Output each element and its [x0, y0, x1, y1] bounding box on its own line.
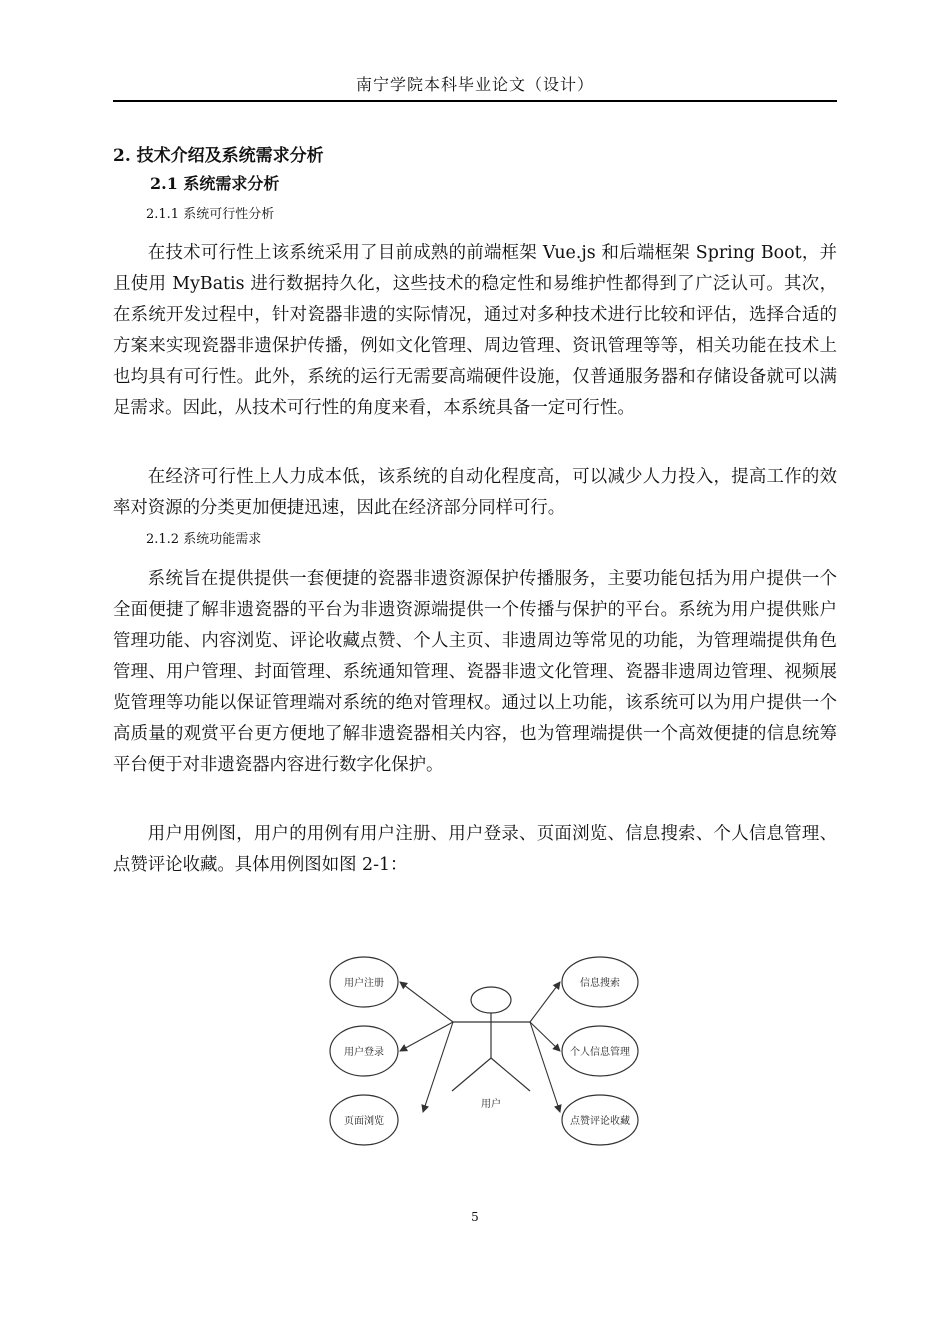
use-case-label: 用户登录 [344, 1047, 384, 1058]
use-case-label: 个人信息管理 [570, 1047, 630, 1058]
paragraph-use-case-intro: 用户用例图，用户的用例有用户注册、用户登录、页面浏览、信息搜索、个人信息管理、点赞评论收藏。具体用例图如图 2-1： [113, 824, 837, 875]
subsubsection-heading-requirements: 2.1.2 系统功能需求 [146, 532, 262, 547]
running-header: 南宁学院本科毕业论文（设计） [355, 75, 594, 94]
use-case-right-2 [562, 1095, 638, 1145]
actor-label: 用户 [481, 1099, 501, 1110]
section-heading: 2. 技术介绍及系统需求分析 [113, 146, 324, 166]
use-case-label: 信息搜索 [580, 978, 620, 989]
arrow-to-like-comment [530, 1022, 560, 1112]
actor-figure [452, 987, 530, 1091]
subsubsection-heading-feasibility: 2.1.1 系统可行性分析 [146, 207, 275, 222]
use-case-label: 用户注册 [344, 978, 384, 989]
page-number: 5 [471, 1210, 479, 1224]
paragraph-economic-feasibility: 在经济可行性上人力成本低，该系统的自动化程度高，可以减少人力投入，提高工作的效率对资源的分类更加便捷迅速，因此在经济部分同样可行。 [113, 467, 837, 518]
use-case-right-1 [562, 1026, 638, 1076]
subsection-heading: 2.1 系统需求分析 [150, 174, 280, 193]
use-case-label: 页面浏览 [344, 1116, 384, 1127]
arrow-to-register [400, 982, 453, 1022]
use-case-left-1 [330, 1026, 398, 1076]
paragraph-technical-feasibility: 在技术可行性上该系统采用了目前成熟的前端框架 Vue.js 和后端框架 Spring Boot，并且使用 MyBatis 进行数据持久化，这些技术的稳定性和易维护性都得到了广泛认可。其次，在系统开发过程中，针对瓷器非遗的实际情况，通过对多种技术进行比较和评估，选择合适的方案来实现瓷器非遗保护传播，例如文化管理、周边管理、资讯管理等等，相关功能在技术上也均具有可行性。此外，系统的运行无需要高端硬件设施，仅普通服务器和存储设备就可以满足需求。因此，从技术可行性的角度来看，本系统具备一定可行性。 [113, 243, 837, 418]
header-rule [113, 100, 837, 102]
arrow-to-search [530, 982, 560, 1022]
use-case-diagram [320, 945, 650, 1155]
use-case-label: 点赞评论收藏 [570, 1116, 630, 1127]
use-case-right-0 [562, 957, 638, 1007]
use-case-left-0 [330, 957, 398, 1007]
use-case-left-2 [330, 1095, 398, 1145]
paragraph-function-requirements: 系统旨在提供提供一套便捷的瓷器非遗资源保护传播服务，主要功能包括为用户提供一个全面便捷了解非遗瓷器的平台为非遗资源端提供一个传播与保护的平台。系统为用户提供账户管理功能、内容浏览、评论收藏点赞、个人主页、非遗周边等常见的功能，为管理端提供角色管理、用户管理、封面管理、系统通知管理、瓷器非遗文化管理、瓷器非遗周边管理、视频展览管理等功能以保证管理端对系统的绝对管理权。通过以上功能，该系统可以为用户提供一个高质量的观赏平台更方便地了解非遗瓷器相关内容，也为管理端提供一个高效便捷的信息统筹平台便于对非遗瓷器内容进行数字化保护。 [113, 569, 837, 775]
